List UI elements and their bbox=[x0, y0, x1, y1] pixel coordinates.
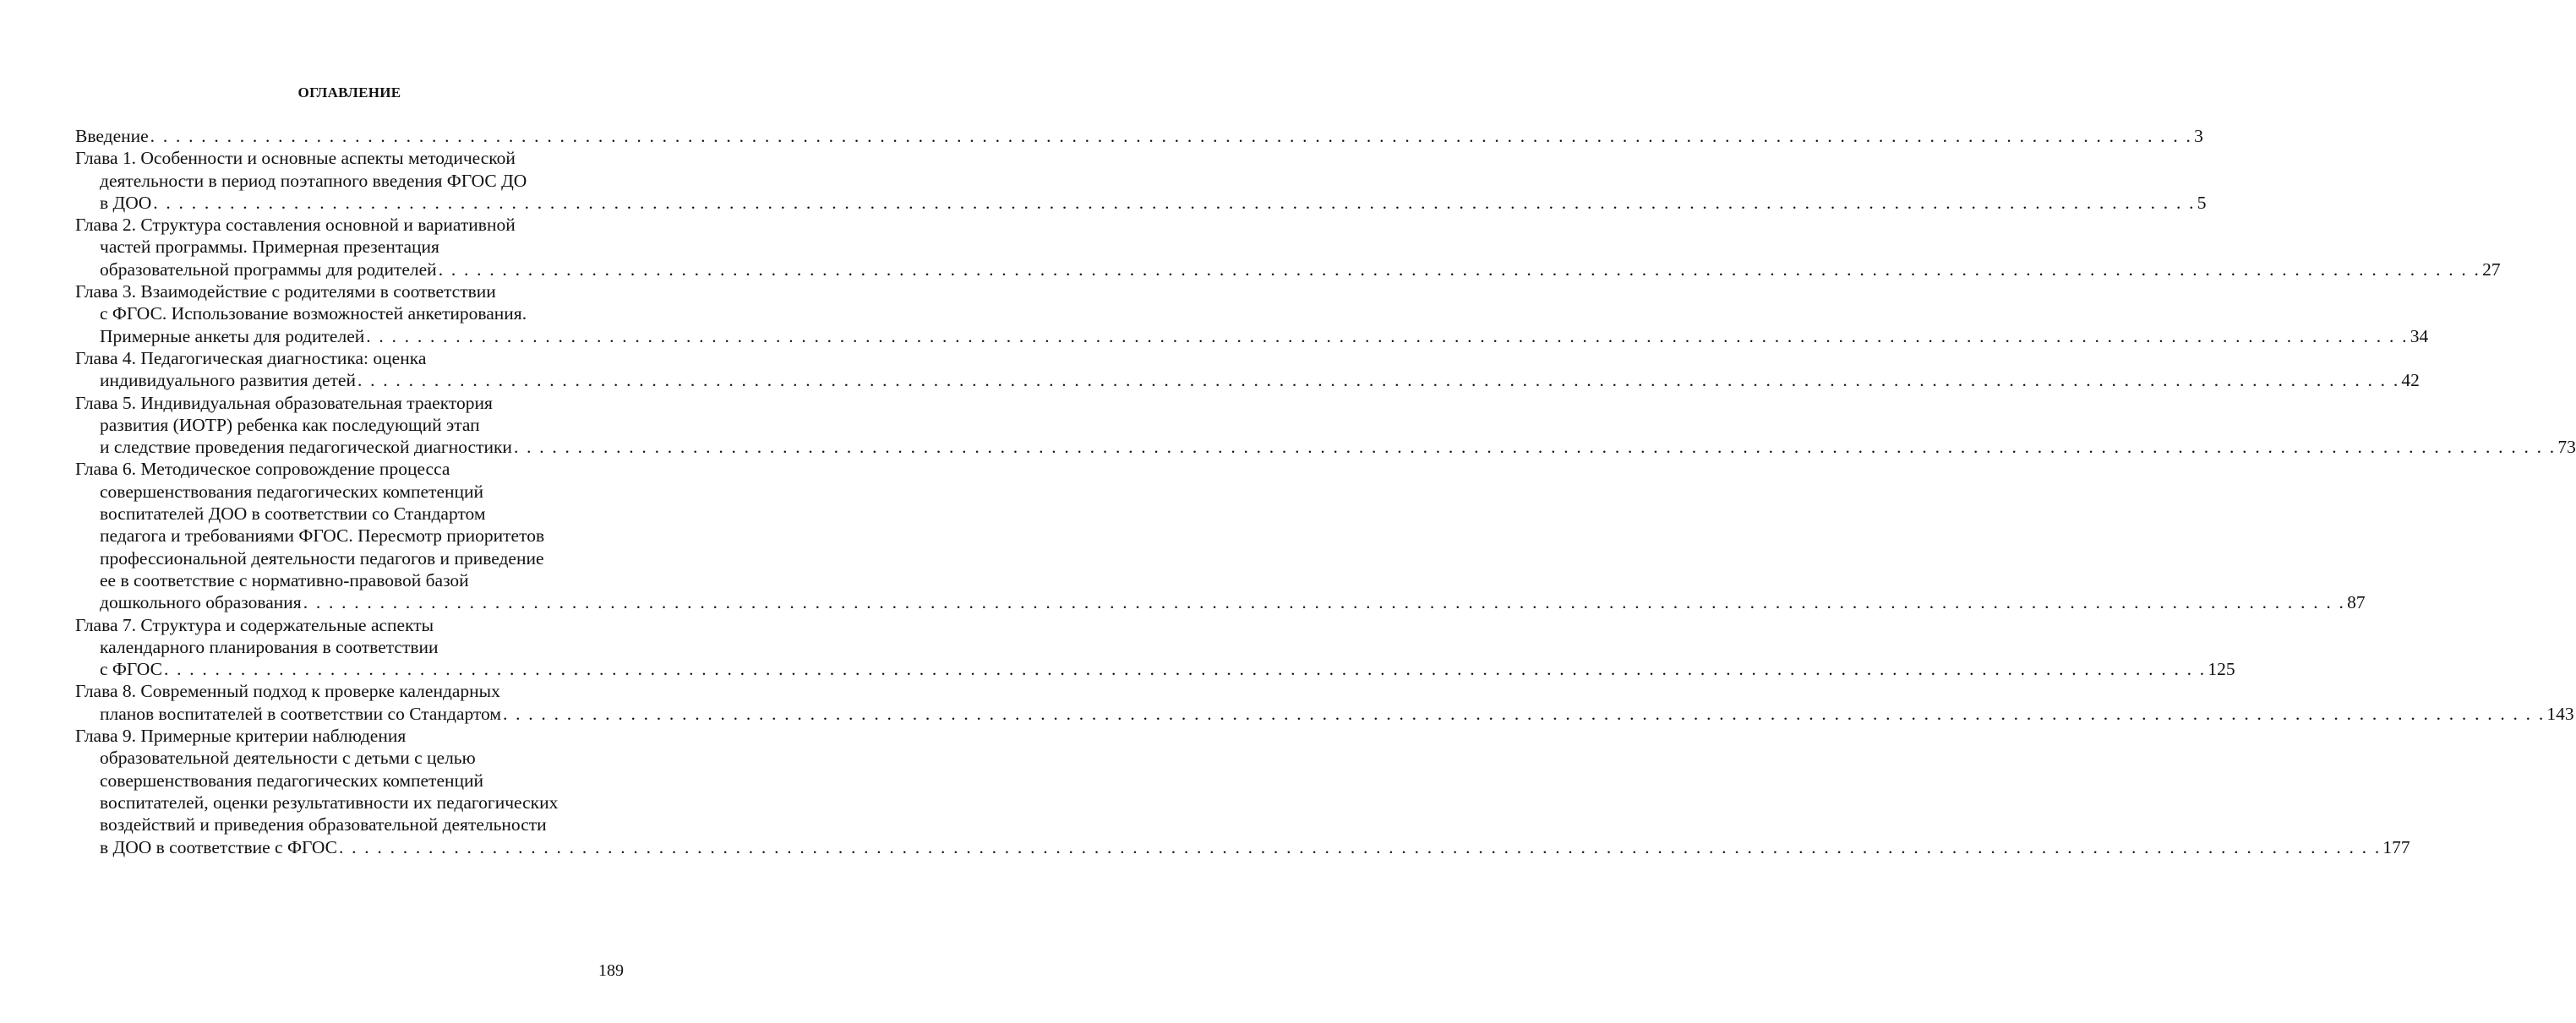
toc-entry-line bbox=[75, 280, 625, 302]
toc-entry-line bbox=[75, 525, 625, 547]
toc-entry-text: ее в соответствие с нормативно-правовой базой bbox=[100, 569, 469, 590]
toc-entry bbox=[75, 347, 2420, 392]
table-of-contents bbox=[75, 125, 2576, 858]
toc-entry-line bbox=[75, 192, 2207, 214]
toc-entry-text: деятельности в период поэтапного введения ФГОС ДО bbox=[100, 170, 527, 191]
dot-leader: . . . . . . . . . . . . . . . . . . . . . . . . . . . . . . . . . . . . . . . . . . . . . . . . . . . . . . . . . . . . . . . . . . . . . . . . . . . . . . . . . . . . . . . . . . . . . . . . . . . . . . . . . . . . . . . . . . . . . . . . . . . . . . . . . . . . . . . . . . . . . . . . . . . . . . . . . . . . . . . . bbox=[502, 703, 2546, 724]
toc-entry-text: образовательной деятельности с детьми с целью bbox=[100, 748, 476, 769]
toc-entry-text: планов воспитателей в соответствии со Стандартом bbox=[100, 703, 501, 724]
toc-entry-line bbox=[75, 481, 625, 503]
toc-entry-text: развития (ИОТР) ребенка как последующий этап bbox=[100, 414, 480, 435]
toc-entry bbox=[75, 280, 2429, 347]
toc-entry bbox=[75, 125, 2203, 147]
toc-entry-line bbox=[75, 658, 2235, 680]
toc-entry-text: и следствие проведения педагогической диагностики bbox=[100, 437, 512, 458]
dot-leader: . . . . . . . . . . . . . . . . . . . . . . . . . . . . . . . . . . . . . . . . . . . . . . . . . . . . . . . . . . . . . . . . . . . . . . . . . . . . . . . . . . . . . . . . . . . . . . . . . . . . . . . . . . . . . . . . . . . . . . . . . . . . . . . . . . . . . . . . . . . . . . . . . . . . . . . . . . . . . . . . bbox=[163, 659, 2207, 680]
dot-leader: . . . . . . . . . . . . . . . . . . . . . . . . . . . . . . . . . . . . . . . . . . . . . . . . . . . . . . . . . . . . . . . . . . . . . . . . . . . . . . . . . . . . . . . . . . . . . . . . . . . . . . . . . . . . . . . . . . . . . . . . . . . . . . . . . . . . . . . . . . . . . . . . . . . . . . . . . . . . . . . . bbox=[153, 192, 2196, 213]
toc-entry bbox=[75, 392, 2576, 459]
toc-entry-text: Глава 2. Структура составления основной и вариативной bbox=[75, 215, 516, 236]
toc-entry-line bbox=[75, 347, 625, 369]
toc-entry bbox=[75, 680, 2574, 725]
toc-page-number: 143 bbox=[2546, 703, 2574, 724]
toc-entry-line bbox=[75, 414, 625, 436]
dot-leader: . . . . . . . . . . . . . . . . . . . . . . . . . . . . . . . . . . . . . . . . . . . . . . . . . . . . . . . . . . . . . . . . . . . . . . . . . . . . . . . . . . . . . . . . . . . . . . . . . . . . . . . . . . . . . . . . . . . . . . . . . . . . . . . . . . . . . . . . . . . . . . . . . . . . . . . . . . . . . . . . bbox=[366, 325, 2409, 346]
dot-leader: . . . . . . . . . . . . . . . . . . . . . . . . . . . . . . . . . . . . . . . . . . . . . . . . . . . . . . . . . . . . . . . . . . . . . . . . . . . . . . . . . . . . . . . . . . . . . . . . . . . . . . . . . . . . . . . . . . . . . . . . . . . . . . . . . . . . . . . . . . . . . . . . . . . . . . . . . . . . . . . . bbox=[150, 126, 2193, 146]
toc-page-number: 27 bbox=[2482, 258, 2501, 280]
toc-entry-text: образовательной программы для родителей bbox=[100, 258, 437, 280]
toc-entry-text: воспитателей ДОО в соответствии со Стандартом bbox=[100, 503, 486, 525]
toc-page-number: 34 bbox=[2410, 325, 2429, 346]
dot-leader: . . . . . . . . . . . . . . . . . . . . . . . . . . . . . . . . . . . . . . . . . . . . . . . . . . . . . . . . . . . . . . . . . . . . . . . . . . . . . . . . . . . . . . . . . . . . . . . . . . . . . . . . . . . . . . . . . . . . . . . . . . . . . . . . . . . . . . . . . . . . . . . . . . . . . . . . . . . . . . . . bbox=[513, 437, 2557, 458]
toc-entry-text: Глава 5. Индивидуальная образовательная траектория bbox=[75, 392, 493, 413]
toc-entry-line bbox=[75, 236, 625, 258]
toc-entry-text: Глава 8. Современный подход к проверке календарных bbox=[75, 681, 500, 702]
dot-leader: . . . . . . . . . . . . . . . . . . . . . . . . . . . . . . . . . . . . . . . . . . . . . . . . . . . . . . . . . . . . . . . . . . . . . . . . . . . . . . . . . . . . . . . . . . . . . . . . . . . . . . . . . . . . . . . . . . . . . . . . . . . . . . . . . . . . . . . . . . . . . . . . . . . . . . . . . . . . . . . . bbox=[357, 370, 2400, 391]
toc-page-number: 73 bbox=[2557, 437, 2576, 458]
toc-entry-line bbox=[75, 725, 625, 747]
toc-entry-line bbox=[75, 703, 2574, 725]
dot-leader: . . . . . . . . . . . . . . . . . . . . . . . . . . . . . . . . . . . . . . . . . . . . . . . . . . . . . . . . . . . . . . . . . . . . . . . . . . . . . . . . . . . . . . . . . . . . . . . . . . . . . . . . . . . . . . . . . . . . . . . . . . . . . . . . . . . . . . . . . . . . . . . . . . . . . . . . . . . . . . . . bbox=[303, 592, 2346, 613]
toc-page-number: 42 bbox=[2401, 370, 2420, 391]
toc-entry bbox=[75, 458, 2366, 613]
toc-entry-text: частей программы. Примерная презентация bbox=[100, 237, 439, 258]
toc-entry-line bbox=[75, 836, 2410, 858]
toc-entry-line bbox=[75, 392, 625, 414]
toc-entry-line bbox=[75, 747, 625, 769]
toc-entry-text: Глава 7. Структура и содержательные аспекты bbox=[75, 614, 434, 635]
page-number: 189 bbox=[598, 961, 624, 980]
toc-entry-text: Глава 3. Взаимодействие с родителями в соответствии bbox=[75, 281, 496, 302]
toc-page-number: 3 bbox=[2194, 126, 2203, 146]
toc-entry-line bbox=[75, 214, 625, 236]
toc-page-number: 125 bbox=[2208, 659, 2235, 680]
toc-entry-line bbox=[75, 369, 2420, 391]
toc-entry-text: в ДОО bbox=[100, 192, 152, 213]
toc-entry-text: совершенствования педагогических компетенций bbox=[100, 770, 484, 791]
toc-entry-text: совершенствования педагогических компетенций bbox=[100, 481, 484, 502]
toc-entry-line bbox=[75, 125, 2203, 147]
toc-entry-line bbox=[75, 436, 2576, 458]
toc-entry-text: воздействий и приведения образовательной деятельности bbox=[100, 814, 547, 835]
toc-entry-text: воспитателей, оценки результативности их педагогических bbox=[100, 792, 559, 813]
toc-entry-line bbox=[75, 591, 2366, 613]
toc-entry bbox=[75, 214, 2501, 280]
toc-entry-line bbox=[75, 458, 625, 480]
toc-page-number: 5 bbox=[2197, 192, 2207, 213]
toc-entry-line bbox=[75, 147, 625, 169]
toc-entry-line bbox=[75, 569, 625, 591]
dot-leader: . . . . . . . . . . . . . . . . . . . . . . . . . . . . . . . . . . . . . . . . . . . . . . . . . . . . . . . . . . . . . . . . . . . . . . . . . . . . . . . . . . . . . . . . . . . . . . . . . . . . . . . . . . . . . . . . . . . . . . . . . . . . . . . . . . . . . . . . . . . . . . . . . . . . . . . . . . . . . . . . bbox=[338, 836, 2382, 857]
toc-entry-line bbox=[75, 636, 625, 658]
toc-entry-text: профессиональной деятельности педагогов и приведение bbox=[100, 547, 544, 569]
toc-entry-line bbox=[75, 547, 625, 569]
toc-entry-text: с ФГОС bbox=[100, 659, 162, 680]
toc-entry-line bbox=[75, 302, 625, 324]
page-title: ОГЛАВЛЕНИЕ bbox=[297, 84, 401, 101]
toc-page-number: 177 bbox=[2382, 836, 2410, 857]
toc-entry-text: Глава 4. Педагогическая диагностика: оценка bbox=[75, 347, 427, 368]
toc-entry-text: Глава 1. Особенности и основные аспекты методической bbox=[75, 148, 516, 169]
toc-entry bbox=[75, 147, 2207, 214]
toc-entry bbox=[75, 725, 2410, 858]
toc-entry-text: Глава 9. Примерные критерии наблюдения bbox=[75, 726, 407, 747]
toc-entry-line bbox=[75, 325, 2429, 347]
toc-entry-line bbox=[75, 614, 625, 636]
dot-leader: . . . . . . . . . . . . . . . . . . . . . . . . . . . . . . . . . . . . . . . . . . . . . . . . . . . . . . . . . . . . . . . . . . . . . . . . . . . . . . . . . . . . . . . . . . . . . . . . . . . . . . . . . . . . . . . . . . . . . . . . . . . . . . . . . . . . . . . . . . . . . . . . . . . . . . . . . . . . . . . . bbox=[438, 258, 2481, 280]
toc-entry-text: дошкольного образования bbox=[100, 592, 302, 613]
toc-entry-line bbox=[75, 814, 625, 835]
toc-entry-line bbox=[75, 170, 625, 192]
toc-entry-text: индивидуального развития детей bbox=[100, 370, 356, 391]
toc-entry-line bbox=[75, 258, 2501, 280]
toc-entry-text: календарного планирования в соответствии bbox=[100, 636, 439, 657]
toc-entry-text: Глава 6. Методическое сопровождение процесса bbox=[75, 459, 450, 480]
toc-entry-text: Введение bbox=[75, 126, 149, 146]
toc-entry-line bbox=[75, 792, 625, 814]
toc-entry-text: с ФГОС. Использование возможностей анкетирования. bbox=[100, 303, 527, 324]
toc-entry-line bbox=[75, 770, 625, 792]
toc-page-number: 87 bbox=[2347, 592, 2366, 613]
toc-entry-text: в ДОО в соответствие с ФГОС bbox=[100, 836, 337, 857]
toc-entry-line bbox=[75, 503, 625, 525]
toc-entry bbox=[75, 614, 2235, 681]
toc-entry-line bbox=[75, 680, 625, 702]
toc-entry-text: педагога и требованиями ФГОС. Пересмотр приоритетов bbox=[100, 525, 545, 547]
toc-entry-text: Примерные анкеты для родителей bbox=[100, 325, 365, 346]
